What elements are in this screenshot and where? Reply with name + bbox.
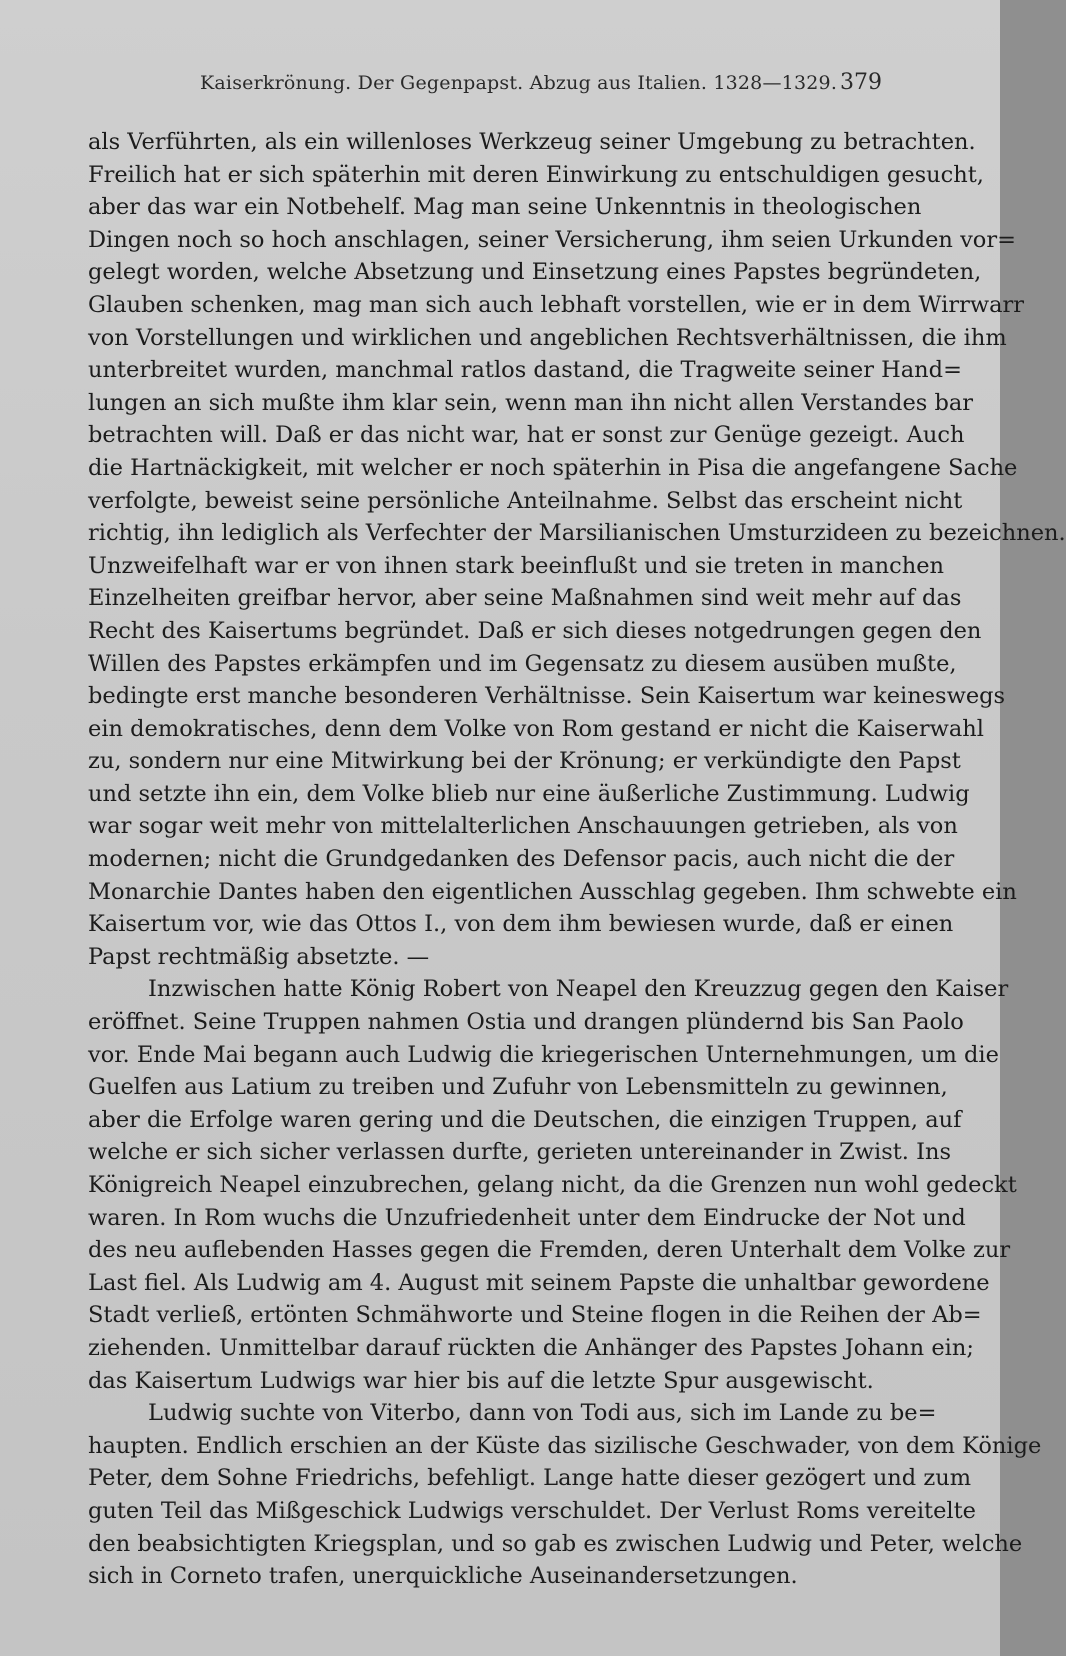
text-line: ziehenden. Unmittelbar darauf rückten die Anhänger des Papstes Johann ein; [88,1334,974,1361]
text-line: und setzte ihn ein, dem Volke blieb nur eine äußerliche Zustimmung. Ludwig [88,780,970,807]
text-line: ein demokratisches, denn dem Volke von Rom gestand er nicht die Kaiserwahl [88,715,984,742]
text-line: eröffnet. Seine Truppen nahmen Ostia und drangen plündernd bis San Paolo [88,1009,964,1036]
text-line: modernen; nicht die Grundgedanken des Defensor pacis, auch nicht die der [88,846,955,873]
text-line: bedingte erst manche besonderen Verhältnisse. Sein Kaisertum war keineswegs [88,683,1006,710]
page-number: 379 [840,70,882,95]
text-line: Glauben schenken, mag man sich auch lebhaft vorstellen, wie er in dem Wirrwarr [88,291,1025,318]
text-line: Last fiel. Als Ludwig am 4. August mit seinem Papste die unhaltbar gewordene [88,1269,990,1296]
text-line: gelegt worden, welche Absetzung und Einsetzung eines Papstes begründeten, [88,259,982,286]
text-line: Ludwig suchte von Viterbo, dann von Todi aus, sich im Lande zu be= [148,1400,937,1427]
text-line: Papst rechtmäßig absetzte. — [88,943,430,970]
text-line: aber die Erfolge waren gering und die Deutschen, die einzigen Truppen, auf [88,1106,962,1133]
text-line: zu, sondern nur eine Mitwirkung bei der Krönung; er verkündigte den Papst [88,748,961,775]
text-line: von Vorstellungen und wirklichen und angeblichen Rechtsverhältnissen, die ihm [88,324,1007,351]
text-line: Einzelheiten greifbar hervor, aber seine Maßnahmen sind weit mehr auf das [88,585,962,612]
text-line: vor. Ende Mai begann auch Ludwig die kriegerischen Unternehmungen, um die [88,1041,999,1068]
text-line: Monarchie Dantes haben den eigentlichen Ausschlag gegeben. Ihm schwebte ein [88,878,1017,905]
text-line: war sogar weit mehr von mittelalterlichen Anschauungen getrieben, als von [88,813,958,840]
text-line: Stadt verließ, ertönten Schmähworte und Steine flogen in die Reihen der Ab= [88,1302,982,1329]
text-line: Inzwischen hatte König Robert von Neapel den Kreuzzug gegen den Kaiser [148,976,1009,1003]
text-line: Unzweifelhaft war er von ihnen stark beeinflußt und sie treten in manchen [88,552,945,579]
text-line: den beabsichtigten Kriegsplan, und so gab es zwischen Ludwig und Peter, welche [88,1530,1023,1557]
text-line: verfolgte, beweist seine persönliche Anteilnahme. Selbst das erscheint nicht [88,487,963,514]
text-line: unterbreitet wurden, manchmal ratlos dastand, die Tragweite seiner Hand= [88,357,962,384]
page-header [200,72,890,112]
text-line: Dingen noch so hoch anschlagen, seiner Versicherung, ihm seien Urkunden vor= [88,226,1016,253]
text-line: waren. In Rom wuchs die Unzufriedenheit unter dem Eindrucke der Not und [88,1204,966,1231]
text-line: Peter, dem Sohne Friedrichs, befehligt. Lange hatte dieser gezögert und zum [88,1465,972,1492]
text-line: Willen des Papstes erkämpfen und im Gegensatz zu diesem ausüben mußte, [88,650,957,677]
text-line: Königreich Neapel einzubrechen, gelang nicht, da die Grenzen nun wohl gedeckt [88,1172,1017,1198]
text-line: lungen an sich mußte ihm klar sein, wenn man ihn nicht allen Verstandes bar [88,389,974,416]
text-line: die Hartnäckigkeit, mit welcher er noch späterhin in Pisa die angefangene Sache [88,454,1018,481]
text-line: aber das war ein Notbehelf. Mag man seine Unkenntnis in theologischen [88,194,922,221]
text-line: Freilich hat er sich späterhin mit deren Einwirkung zu entschuldigen gesucht, [88,161,984,188]
text-line: betrachten will. Daß er das nicht war, hat er sonst zur Genüge gezeigt. Auch [88,422,965,449]
text-line: das Kaisertum Ludwigs war hier bis auf die letzte Spur ausgewischt. [88,1367,874,1394]
text-line: guten Teil das Mißgeschick Ludwigs verschuldet. Der Verlust Roms vereitelte [88,1497,976,1524]
text-line: sich in Corneto trafen, unerquickliche Auseinandersetzungen. [88,1563,798,1590]
text-line: welche er sich sicher verlassen durfte, gerieten untereinander in Zwist. Ins [88,1139,952,1166]
text-line: richtig, ihn lediglich als Verfechter der Marsilianischen Umsturzideen zu bezeichnen. [88,520,1066,547]
text-line: haupten. Endlich erschien an der Küste das sizilische Geschwader, von dem Könige [88,1432,1042,1459]
text-line: Kaisertum vor, wie das Ottos I., von dem ihm bewiesen wurde, daß er einen [88,911,954,938]
body-text [88,126,1066,1593]
text-line: Recht des Kaisertums begründet. Daß er sich dieses notgedrungen gegen den [88,617,982,644]
running-title: Kaiserkrönung. Der Gegenpapst. Abzug aus Italien. 1328—1329. [200,72,838,94]
text-line: des neu auflebenden Hasses gegen die Fremden, deren Unterhalt dem Volke zur [88,1237,1011,1264]
text-line: als Verführten, als ein willenloses Werkzeug seiner Umgebung zu betrachten. [88,129,976,155]
text-line: Guelfen aus Latium zu treiben und Zufuhr von Lebensmitteln zu gewinnen, [88,1074,948,1101]
